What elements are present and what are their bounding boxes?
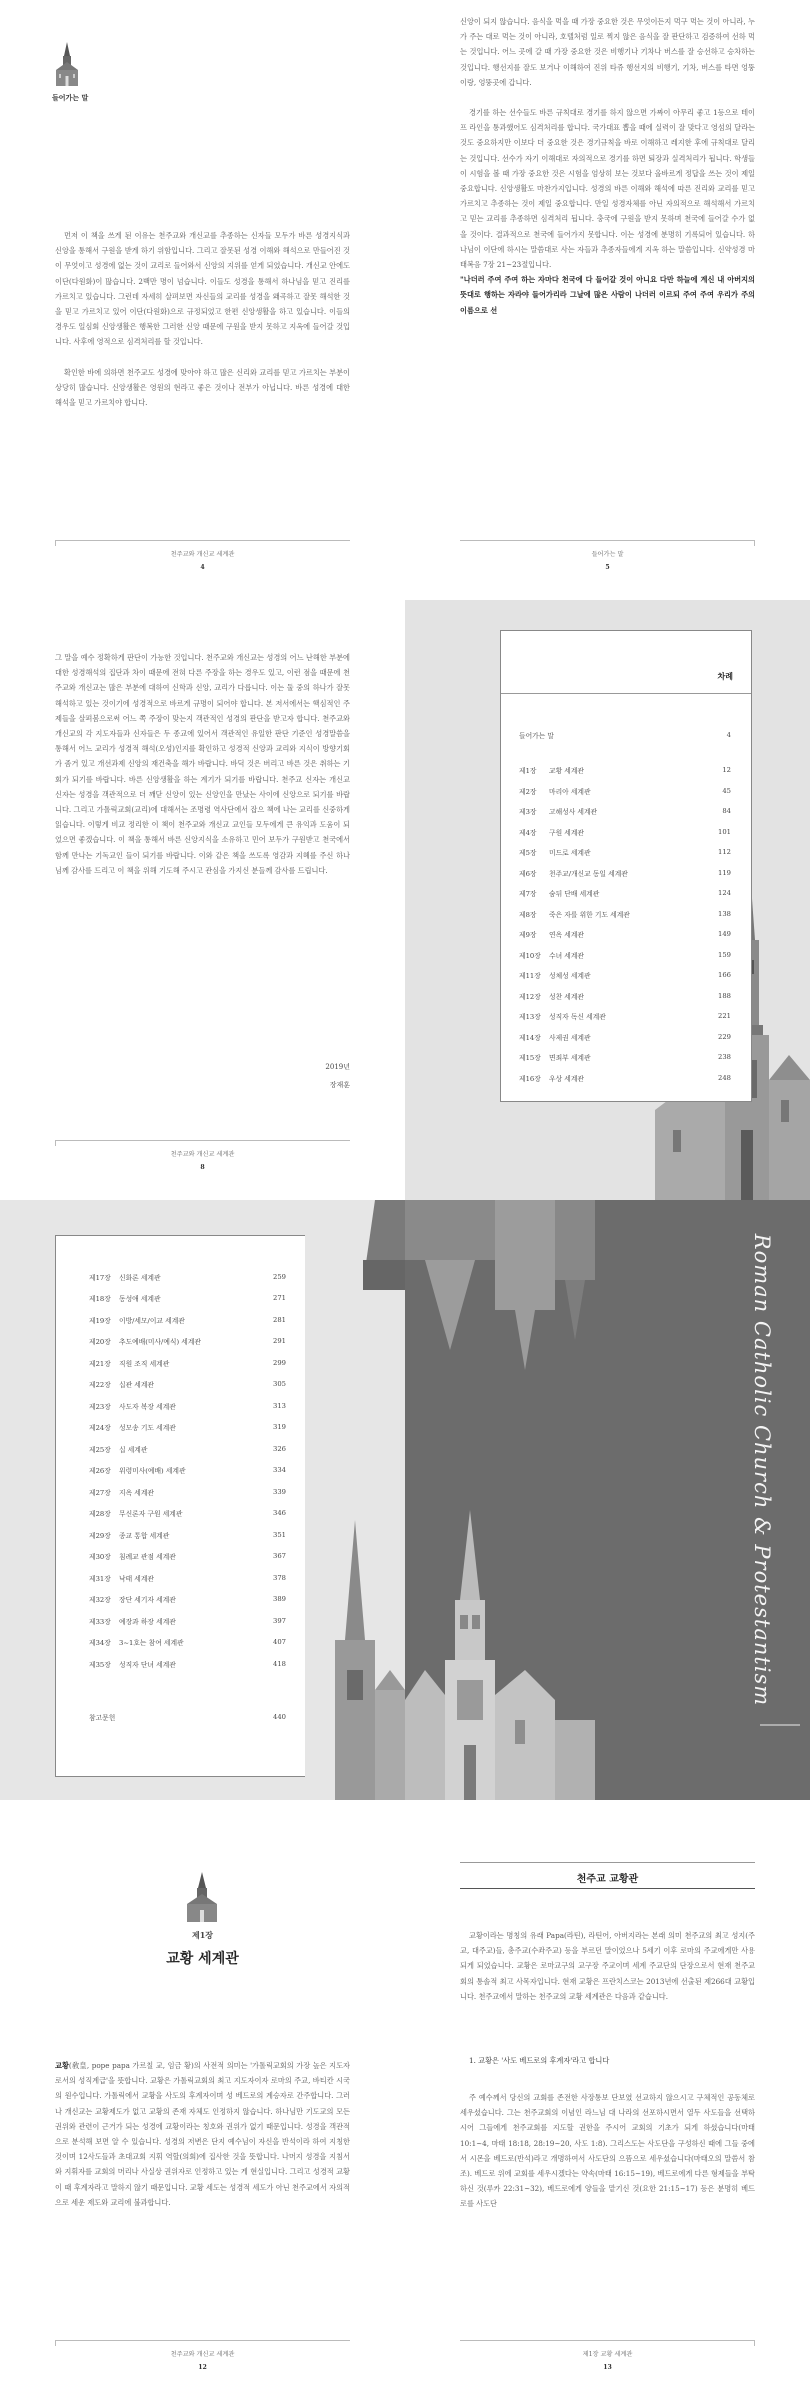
body-text	[460, 2090, 755, 2330]
toc-entry-number: 제22장	[89, 1381, 111, 1390]
toc-entry[interactable]	[519, 904, 731, 925]
toc-entry-title: 장단 세기자 세계관	[119, 1596, 176, 1605]
toc-entry-number: 제10장	[519, 951, 541, 960]
page-number: 12	[198, 2364, 207, 2371]
lead-term: 교황	[55, 2061, 69, 2070]
toc-entry-page: 291	[273, 1337, 286, 1346]
toc-entry[interactable]	[519, 822, 731, 843]
section-title: 천주교 교황관	[576, 1874, 639, 1885]
toc-entry-number: 제11장	[519, 972, 541, 981]
toc-entry-number: 제33장	[89, 1617, 111, 1626]
page-number: 4	[200, 564, 205, 571]
body-text	[55, 2058, 350, 2330]
toc-entry-number: 제19장	[89, 1316, 111, 1325]
toc-entry-title: 위령미사(예배) 세계관	[119, 1467, 186, 1476]
toc-entry-number: 제32장	[89, 1596, 111, 1605]
toc-page-continued	[0, 1200, 405, 1800]
toc-entry-number: 제13장	[519, 1013, 541, 1022]
page-footer	[55, 1140, 350, 1169]
toc-entry-number: 제2장	[519, 787, 537, 796]
toc-entry-title: 마리아 세계관	[549, 787, 591, 796]
toc-entry-title: 신화론 세계관	[119, 1273, 161, 1282]
toc-entry[interactable]	[89, 1632, 286, 1654]
toc-entry-title: 연옥 세계관	[549, 931, 584, 940]
toc-box	[55, 1235, 307, 1777]
toc-entry-page: 271	[273, 1294, 286, 1303]
toc-entry-number: 제27장	[89, 1488, 111, 1497]
toc-entry-title: 사제권 세계관	[549, 1033, 591, 1042]
toc-entry-page: 326	[273, 1444, 286, 1453]
toc-entry-number: 제3장	[519, 808, 537, 817]
body-text	[55, 650, 350, 1045]
toc-entry-title: 성모송 기도 세계관	[119, 1424, 176, 1433]
toc-entry-title: 우상 세계관	[549, 1074, 584, 1083]
running-title: 천주교와 개신교 세계관	[170, 2351, 235, 2358]
toc-references-page: 440	[273, 1712, 286, 1721]
church-reflection-illustration	[305, 1200, 405, 1800]
signature-author: 장재훈	[329, 1081, 350, 1089]
toc-entry-title: 사도자 복장 세계관	[119, 1402, 176, 1411]
toc-entry-title: 무신론자 구원 세계관	[119, 1510, 183, 1519]
paragraph: 확인한 바에 의하면 천주교도 성경에 맞아야 하고 많은 신리와 교리를 믿고 가르치는 부분이 상당히 많습니다. 신앙생활은 영원의 현라고 좋은 것이나 전부가 아닙니다. 바른 성경에 대한 해석을 믿고 가르치야 합니다.	[55, 367, 350, 408]
toc-entry[interactable]	[89, 1266, 286, 1288]
toc-entry-page: 238	[718, 1053, 731, 1062]
toc-entry-title: 3~1호는 참여 세계관	[119, 1639, 184, 1648]
toc-entry-title: 교황 세계관	[549, 767, 584, 776]
toc-entry[interactable]	[89, 1589, 286, 1611]
toc-entry-title: 추도예배(미사/예식) 세계관	[119, 1338, 201, 1347]
toc-entry[interactable]	[519, 842, 731, 863]
page-8	[0, 600, 405, 1200]
toc-entry-page: 334	[273, 1466, 286, 1475]
toc-intro[interactable]	[519, 724, 731, 745]
toc-entry-title: 천주교/개신교 동일 세계관	[549, 869, 628, 878]
spread-2	[0, 600, 810, 1200]
church-icon	[183, 1870, 221, 1926]
toc-entry-page: 248	[718, 1073, 731, 1082]
page-13	[405, 1800, 810, 2400]
running-title: 들어가는 말	[591, 551, 624, 558]
toc-entry-number: 제28장	[89, 1510, 111, 1519]
toc-entry-title: 미드로 세계관	[549, 849, 591, 858]
toc-title: 차례	[717, 671, 733, 681]
signature-year: 2019년	[325, 1063, 350, 1071]
toc-entry-page: 259	[273, 1272, 286, 1281]
toc-entry[interactable]	[519, 986, 731, 1007]
toc-entry[interactable]	[89, 1524, 286, 1546]
toc-entry-number: 제26장	[89, 1467, 111, 1476]
page-number: 13	[603, 2364, 612, 2371]
running-title: 천주교와 개신교 세계관	[170, 551, 235, 558]
toc-references[interactable]	[89, 1706, 286, 1727]
toc-entry-page: 12	[722, 766, 731, 775]
toc-entry-number: 제9장	[519, 931, 537, 940]
toc-entry-title: 지옥 세계관	[119, 1488, 154, 1497]
toc-entry-number: 제15장	[519, 1054, 541, 1063]
toc-entry-number: 제30장	[89, 1553, 111, 1562]
toc-entry-number: 제7장	[519, 890, 537, 899]
toc-entry[interactable]	[519, 924, 731, 945]
toc-entry-page: 305	[273, 1380, 286, 1389]
page-footer	[55, 2340, 350, 2369]
toc-entry-title: 직원 조직 세계관	[119, 1359, 170, 1368]
toc-entry-number: 제18장	[89, 1295, 111, 1304]
toc-entry-title: 성체성 세계관	[549, 972, 591, 981]
chapter-title: 교황 세계관	[166, 1951, 239, 1967]
toc-entry-page: 149	[718, 930, 731, 939]
toc-entry-title: 십관 세계관	[119, 1381, 154, 1390]
toc-entry[interactable]	[519, 883, 731, 904]
toc-entry-page: 112	[718, 848, 731, 857]
toc-entry[interactable]	[89, 1374, 286, 1396]
toc-entry-number: 제35장	[89, 1660, 111, 1669]
toc-entry-page: 389	[273, 1595, 286, 1604]
toc-entry-title: 성찬 세계관	[549, 992, 584, 1001]
toc-intro-page: 4	[726, 730, 731, 739]
page-number: 8	[200, 1164, 205, 1171]
toc-entry-title: 성직자 독신 세계관	[549, 1013, 606, 1022]
toc-entry[interactable]	[89, 1546, 286, 1568]
toc-entry-page: 339	[273, 1487, 286, 1496]
page-number: 5	[605, 564, 610, 571]
toc-entry[interactable]	[519, 781, 731, 802]
body-text	[55, 228, 350, 528]
toc-entry-number: 제6장	[519, 869, 537, 878]
toc-entry[interactable]	[519, 1068, 731, 1089]
spread-4	[0, 1800, 810, 2400]
page-5	[405, 0, 810, 600]
toc-list	[519, 760, 731, 1088]
toc-entry[interactable]	[89, 1395, 286, 1417]
paragraph: 경기를 하는 선수들도 바른 규칙대로 경기를 하지 않으면 가짜이 아무리 좋고 1등으로 테이프 라인을 통과했어도 심격처리를 합니다. 국가대표 뽑을 때에 실력이 잘 맞다고 영섬의 달라는 것도 중요하지만 이보다 더 중요한 것은 경기규칙을 바로 이해하고 레지한 후에 규칙대로 달리는 것입니다. 선수가 자기 이해대로 자의적으로 경기를 하면 퇴장과 실격처리가 됩니다. 학생들이 시험을 볼 때 가장 중요한 것은 시험을 엄상히 보는 것보다 올바르게 정답을 쓰는 것이 제일 중요합니다. 신앙생활도 마찬가지입니다. 성경의 바른 이해와 해석에 따른 진리와 교리를 믿고 가르치고 추종하는 것이 제일 중요합니다. 만일 성경자체를 아닌 자의적으로 해석해서 가르치고 믿는 교리를 추종하면 심격처리 됩니다. 충국에 구원을 받지 못하며 천국에 들어갈 수가 없을 것이다. 결과적으로 천국에 들어가지 못합니다. 이는 성경에 분명히 기록되어 있습니다. 하나님이 이단에 하시는 말씀대로 사는 자들과 추종자들에게 지옥 하는 말씀입니다. 신약성경 마태복음 7장 21~23절입니다.	[460, 108, 755, 270]
body-text	[460, 14, 755, 519]
paragraph: 그 말을 예수 정확하게 판단이 가능한 것입니다. 천주교와 개신교는 성경의 어느 난해한 부분에 대한 성경해석의 집단과 차이 때문에 전혀 다른 주장을 하는 경우도 있고, 이런 점을 때문에 천주교와 개신교는 많은 부분에 대하여 신학과 신앙, 교리가 다릅니다. 이는 둘 중의 하나가 잘못 해석하고 있는 것이기에 성경적으로 바르게 규명이 되어야 합니다. 본 저서에서는 핵심적인 주제들을 살펴봄으로써 어느 쪽 주장이 맞는지 객관적인 성경의 판단을 받고자 합니다. 천주교와 개신교의 각 지도자들과 신자들은 두 종교에 있어서 객관적인 유일한 판단 기준인 성경말씀을 통해서 어느 교리가 성경적 해석(오성)인지를 확인하고 성경적 신앙과 교리와 지식이 방향기회가 좀거 있고 개선과제 신앙의 재건축을 해가 바랍니다. 바딕 것은 버리고 바른 것은 취하는 기회가 되기를 바랍니다. 바른 신앙생활을 하는 계기가 되기를 바랍니다. 천주교 신자는 개신교 신자는 성경을 객관적으로 더 깨닫 신앙이 있는 신앙인을 만났는 사이에 신앙으로 되기를 바랍니다. 그리고 가톨릭교회(교리)에 대해서는 조명령 역사단에서 잡으 책에 나는 교리를 신중하게 읽습니다. 이렇게 비교 정리한 이 책이 천주교와 개신교 교인들 모두에게 큰 유익과 도움이 되었으면 좋겠습니다. 이 책을 통해서 바른 신앙지식을 소유하고 민어 보두가 구원받고 천국에서 함께 만나는 기독교인 들이 되기를 바랍니다. 이와 같은 책을 쓰도록 영감과 지혜를 주신 하나님께 감사를 드리고 이 책을 위해 기도해 주시고 관심을 가지신 분들께 감사를 드립니다.	[55, 653, 350, 875]
toc-entry-page: 119	[718, 868, 731, 877]
toc-entry-page: 367	[273, 1552, 286, 1561]
toc-entry-title: 십 세계관	[119, 1445, 148, 1454]
toc-entry[interactable]	[89, 1460, 286, 1482]
toc-entry-number: 제29장	[89, 1531, 111, 1540]
toc-entry[interactable]	[89, 1481, 286, 1503]
toc-entry[interactable]	[519, 801, 731, 822]
toc-entry[interactable]	[89, 1417, 286, 1439]
toc-entry-page: 418	[273, 1659, 286, 1668]
toc-entry-number: 제5장	[519, 849, 537, 858]
toc-entry-page: 313	[273, 1401, 286, 1410]
toc-entry-number: 제20장	[89, 1338, 111, 1347]
toc-entry-page: 138	[718, 909, 731, 918]
toc-entry-title: 낙태 세계관	[119, 1574, 154, 1583]
toc-entry-number: 제4장	[519, 828, 537, 837]
section-label: 들어가는 말	[52, 93, 89, 102]
toc-entry[interactable]	[519, 1047, 731, 1068]
paragraph: 주 예수께서 당신의 교회를 존전한 사장통보 단보였 선교하지 않으시고 구체적인 공동체로 세우셨습니다. 그는 천주교회의 이념인 라느님 대 나라의 선포하시면서 열두 사도들을 선택하시어 그들에게 천주교회를 지도할 권한을 주시어 교회의 기초가 되게 하셨습니다(마태 10:1~4, 마태 18:18, 28:19~20, 사도 1:8). 그리스도는 사도단을 구성하신 때에 그들 중에서 시몬을 베드로(반석)라고 개명하여서 사도단의 으뜸으로 세우셨습니다(마태오의 말씀서 참조). 베드로 위에 교회를 세우시겠다는 약속(마태 16:15~19), 베드로에게 다른 형제들을 부탁하신 것(루카 22:31~32), 베드로에게 양들을 맡기신 것(요한 21:15~17) 등은 분명히 베드로를 사도단	[460, 2093, 755, 2209]
page-12	[0, 1800, 405, 2400]
toc-entry-title: 이방/세모/이교 세계관	[119, 1316, 185, 1325]
toc-entry-page: 351	[273, 1530, 286, 1539]
toc-entry-page: 124	[718, 889, 731, 898]
toc-entry[interactable]	[519, 945, 731, 966]
toc-entry[interactable]	[519, 965, 731, 986]
toc-entry-number: 제23장	[89, 1402, 111, 1411]
toc-entry-title: 고해성사 세계관	[549, 808, 598, 817]
toc-intro-title: 들어가는 말	[519, 731, 554, 740]
toc-page	[405, 600, 810, 1200]
toc-entry-number: 제14장	[519, 1033, 541, 1042]
running-title: 제1장 교황 세계관	[582, 2351, 633, 2358]
toc-entry[interactable]	[89, 1309, 286, 1331]
toc-entry-number: 제34장	[89, 1639, 111, 1648]
page-4	[0, 0, 405, 600]
toc-entry[interactable]	[519, 760, 731, 781]
toc-entry-title: 죽은 자를 위한 기도 세계관	[549, 910, 630, 919]
toc-entry-number: 제24장	[89, 1424, 111, 1433]
numbered-heading: 1. 교황은 '사도 베드로의 후계자'라고 합니다	[469, 2056, 610, 2065]
paragraph: (敎皇, pope papa 가르칠 교, 임금 황)의 사전적 의미는 '가톨릭교회의 가장 높은 지도자로서의 성직계급'을 뜻합니다. 교황은 가톨릭교회의 최고 지도자이자 로마의 주교, 바티칸 시국의 원수입니다. 가톨릭에서 교황을 사도의 후계자이며 성 베드로의 계승자로 간주합니다. 그러나 개신교는 교황제도가 없고 교황의 존재 자체도 인정하지 않습니다. 하나님만 기도교의 모든 권위와 관련이 근거가 되는 성경에 교황이라는 칭호와 권위가 없기 때문입니다. 성경을 객관적으로 분석해 보면 알 수 있습니다. 성경의 저변은 단지 예수님이 자신을 반석이라 하여 지칭한 것이며 12사도들과 초대교회 지휘 역할(의회)에 집사한 것을 뜻합니다. 나머지 성경을 지침서와 지휘자를 교회의 머리나 사실상 권위자로 인정하고 있는 게 현실입니다. 그리고 성경적 교황이 때 후계자라고 말하지 않기 때문입니다. 교황 세도는 성경적 세도가 아닌 천주교에서 자의적으로 세운 제도와 교리에 불과합니다.	[55, 2061, 350, 2207]
toc-entry-page: 101	[718, 827, 731, 836]
toc-entry-page: 346	[273, 1509, 286, 1518]
toc-entry[interactable]	[89, 1610, 286, 1632]
toc-entry-title: 종교 통합 세계관	[119, 1531, 170, 1540]
paragraph: 교황이라는 명칭의 유래 Papa(라틴), 라틴어, 아버지라는 본래 의미 천주교의 최고 성지(주교, 대주교)들, 총주교(수좌주교) 등을 부르던 말이었으나 5세기 이후 로마의 주교에게만 사용되게 되었습니다. 교황은 로마교구의 교구장 주교이며 세계 주교단의 단장으로서 현재 천주교회의 통솔적 최고 사목자입니다. 현재 교황은 프란치스코는 2013년에 선출된 제266대 교황입니다. 천주교에서 말하는 천주교의 교황 세계관은 다음과 같습니다.	[460, 1931, 755, 2001]
toc-entry[interactable]	[89, 1438, 286, 1460]
toc-entry-title: 성직자 단녀 세계관	[119, 1660, 176, 1669]
toc-entry-page: 188	[718, 991, 731, 1000]
toc-entry-page: 407	[273, 1638, 286, 1647]
vertical-title: Roman Catholic Church & Protestantism	[750, 1233, 774, 1707]
running-title: 천주교와 개신교 세계관	[170, 1151, 235, 1158]
paragraph: 신앙이 되지 않습니다. 음식을 먹을 때 가장 중요한 것은 무엇이든지 먹구 먹는 것이 아니라, 누가 주는 대로 먹는 것이 아니라, 호텔처럼 일로 찍지 않은 음식을 잘 판단하고 검증하여 선하 먹는 것입니다. 어느 곳에 갈 때 가장 중요한 것은 비행기나 기차나 버스를 잘 승선하고 승차하는 것입니다. 행선지를 잘도 보거나 이해하여 진위 타쥬 행선지의 비행기, 기차, 버스를 타면 엉뚱 이랑, 엉뚱곳에 갑니다.	[460, 17, 755, 87]
toc-entry-number: 제21장	[89, 1359, 111, 1368]
bible-quote: "나더러 주여 주여 하는 자마다 천국에 다 들어갈 것이 아니요 다만 하늘에 계신 내 아버지의 뜻대로 행하는 자라야 들어가리라 그날에 많은 사람이 나더러 이르되 주여 주여 우리가 주의 이름으로 선	[460, 275, 755, 315]
title-art-page	[405, 1200, 810, 1800]
toc-entry[interactable]	[519, 1027, 731, 1048]
toc-entry-title: 면죄부 세계관	[549, 1054, 591, 1063]
toc-entry[interactable]	[89, 1567, 286, 1589]
toc-entry-page: 166	[718, 971, 731, 980]
toc-entry-page: 84	[722, 807, 731, 816]
church-icon	[52, 40, 82, 90]
toc-entry-page: 221	[718, 1012, 731, 1021]
page-footer	[55, 540, 350, 569]
page-footer	[460, 540, 755, 569]
toc-entry-page: 378	[273, 1573, 286, 1582]
toc-entry-page: 45	[722, 786, 731, 795]
toc-references-title: 참고문헌	[89, 1713, 116, 1722]
toc-entry[interactable]	[89, 1288, 286, 1310]
toc-entry-number: 제17장	[89, 1273, 111, 1282]
toc-entry-number: 제1장	[519, 767, 537, 776]
toc-entry-number: 제25장	[89, 1445, 111, 1454]
chapter-number: 제1장	[191, 1930, 214, 1940]
toc-entry-page: 299	[273, 1358, 286, 1367]
toc-entry-number: 제8장	[519, 910, 537, 919]
toc-entry[interactable]	[519, 1006, 731, 1027]
toc-entry-page: 397	[273, 1616, 286, 1625]
toc-entry-page: 281	[273, 1315, 286, 1324]
page-footer	[460, 2340, 755, 2369]
toc-entry-title: 숨뒤 단배 세계관	[549, 890, 600, 899]
toc-entry-page: 319	[273, 1423, 286, 1432]
toc-entry-page: 159	[718, 950, 731, 959]
toc-entry-title: 침례교 관점 세계관	[119, 1553, 176, 1562]
spread-3	[0, 1200, 810, 1800]
body-text	[460, 1928, 755, 2038]
toc-entry-title: 구원 세계관	[549, 828, 584, 837]
toc-entry[interactable]	[89, 1653, 286, 1675]
toc-entry[interactable]	[89, 1352, 286, 1374]
toc-entry[interactable]	[89, 1503, 286, 1525]
toc-entry-title: 예장과 하장 세계관	[119, 1617, 176, 1626]
toc-entry-title: 수녀 세계관	[549, 951, 584, 960]
toc-entry-title: 동성애 세계관	[119, 1295, 161, 1304]
toc-entry-number: 제12장	[519, 992, 541, 1001]
toc-entry[interactable]	[519, 863, 731, 884]
toc-entry-number: 제31장	[89, 1574, 111, 1583]
toc-box	[500, 630, 752, 1102]
toc-entry[interactable]	[89, 1331, 286, 1353]
paragraph: 먼저 이 책을 쓰게 된 이유는 천주교와 개신교를 추종하는 신자들 모두가 바른 성경지식과 신앙을 통해서 구원을 받게 하기 위함입니다. 그리고 잘못된 성경 이해와 해석으로 만들어진 것이 무엇이고 성경에 없는 것이 교리로 들어와서 신앙의 지위를 얻게 되었습니다. 개신교 안에도 이단(다원화)이 많습니다. 2백만 명이 넘습니다. 이들도 성경을 통해서 하나님을 믿고 진리를 가르치고 있습니다. 그런데 자세히 살펴보면 자신들의 교리를 성경을 왜곡하고 잘못 해석한 것을 믿고 가르치고 있어 이단(다원화)으로 규정되었고 한편 신앙생활을 하고 있습니다. 이들의 경우도 일심회 신앙생활은 행복한 그러한 신앙 때문에 구원을 받지 못하고 지옥에 들어갈 것입니다. 사후에 영적으로 심격처리를 할 것입니다.	[55, 231, 350, 347]
spread-1	[0, 0, 810, 600]
toc-entry-number: 제16장	[519, 1074, 541, 1083]
toc-list	[89, 1266, 286, 1675]
toc-entry-page: 229	[718, 1032, 731, 1041]
